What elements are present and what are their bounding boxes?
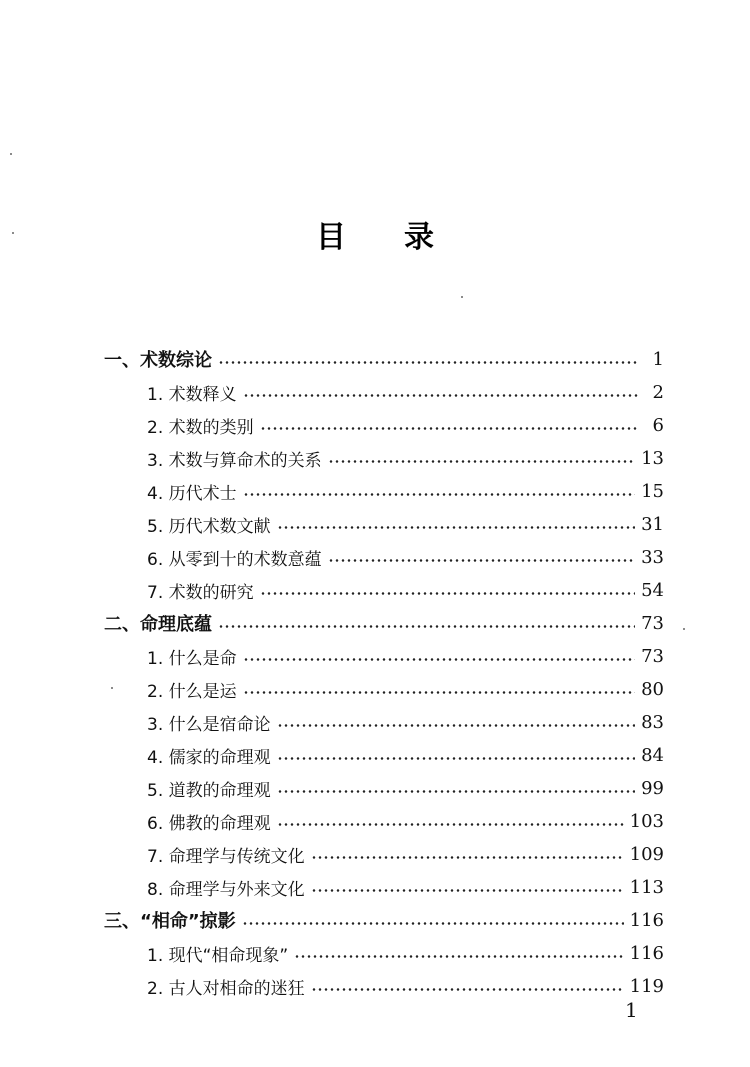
toc-entry-page: 83 — [641, 711, 664, 733]
toc-entry-page: 99 — [641, 777, 664, 799]
toc-entry — [147, 707, 664, 737]
toc-entry-label: 2. 术数的类别 — [147, 417, 254, 438]
toc-entry — [147, 773, 664, 803]
scan-speck — [461, 296, 463, 298]
dot-leader — [311, 839, 624, 869]
dot-leader — [277, 509, 635, 539]
dot-leader — [242, 905, 624, 935]
dot-leader — [218, 344, 638, 374]
dot-leader — [243, 641, 635, 671]
toc-entry-page: 116 — [629, 909, 664, 931]
dot-leader — [243, 377, 638, 407]
toc-entry — [147, 476, 664, 506]
toc-entry-label: 2. 什么是运 — [147, 681, 237, 702]
toc-entry-label: 4. 儒家的命理观 — [147, 747, 271, 768]
toc-entry-page: 54 — [641, 579, 664, 601]
toc-entry — [147, 740, 664, 770]
scan-speck — [10, 153, 12, 155]
scan-speck — [111, 687, 113, 689]
toc-entry-page: 116 — [629, 942, 664, 964]
page-title: 目录 — [316, 220, 492, 255]
toc-entry-page: 103 — [629, 810, 664, 832]
toc-entry-page: 80 — [641, 678, 664, 700]
dot-leader — [260, 575, 635, 605]
toc-entry-label: 二、命理底蕴 — [104, 614, 212, 635]
toc-entry-label: 3. 什么是宿命论 — [147, 714, 271, 735]
dot-leader — [328, 443, 635, 473]
toc-entry — [147, 806, 664, 836]
toc-entry — [147, 542, 664, 572]
toc-entry-page: 73 — [641, 612, 664, 634]
dot-leader — [277, 773, 635, 803]
toc-entry — [147, 971, 664, 1001]
toc-entry-page: 33 — [641, 546, 664, 568]
toc-entry-page: 15 — [641, 480, 664, 502]
dot-leader — [294, 938, 623, 968]
toc-entry — [147, 872, 664, 902]
toc-entry — [147, 443, 664, 473]
scan-speck — [683, 628, 685, 630]
toc-entry — [147, 377, 664, 407]
dot-leader — [243, 674, 635, 704]
toc-entry-page: 119 — [629, 975, 664, 997]
dot-leader — [311, 971, 624, 1001]
toc-entry — [104, 608, 664, 638]
toc-entry-label: 1. 什么是命 — [147, 648, 237, 669]
toc-entry-page: 13 — [641, 447, 664, 469]
toc-entry-label: 3. 术数与算命术的关系 — [147, 450, 322, 471]
dot-leader — [260, 410, 638, 440]
toc-entry-label: 一、术数综论 — [104, 350, 212, 371]
toc-entry — [147, 839, 664, 869]
toc-entry-page: 31 — [641, 513, 664, 535]
toc-entry — [147, 509, 664, 539]
toc-entry-page: 109 — [629, 843, 664, 865]
toc-entry-label: 5. 道教的命理观 — [147, 780, 271, 801]
toc-entry-page: 6 — [652, 414, 664, 436]
toc-entry-page: 1 — [652, 348, 664, 370]
toc-entry — [147, 410, 664, 440]
toc-entry-label: 2. 古人对相命的迷狂 — [147, 978, 305, 999]
toc-entry-label: 6. 佛教的命理观 — [147, 813, 271, 834]
toc-entry-page: 113 — [629, 876, 664, 898]
scan-speck — [12, 232, 14, 234]
toc-entry — [147, 575, 664, 605]
toc-entry — [147, 938, 664, 968]
dot-leader — [243, 476, 635, 506]
toc-entry-label: 1. 术数释义 — [147, 384, 237, 405]
toc-entry-label: 6. 从零到十的术数意蕴 — [147, 549, 322, 570]
toc-entry — [147, 674, 664, 704]
dot-leader — [311, 872, 624, 902]
toc-entry-label: 三、“相命”掠影 — [104, 911, 236, 932]
dot-leader — [218, 608, 635, 638]
toc-entry-label: 4. 历代术士 — [147, 483, 237, 504]
toc-entry-page: 84 — [641, 744, 664, 766]
toc-entry — [104, 344, 664, 374]
page-number: 1 — [625, 998, 638, 1022]
toc-entry-label: 7. 命理学与传统文化 — [147, 846, 305, 867]
toc-entry-page: 2 — [652, 381, 664, 403]
toc-entry-label: 5. 历代术数文献 — [147, 516, 271, 537]
toc-entry — [147, 641, 664, 671]
dot-leader — [277, 806, 624, 836]
toc-entry-label: 1. 现代“相命现象” — [147, 945, 289, 966]
dot-leader — [277, 740, 635, 770]
toc-entry-page: 73 — [641, 645, 664, 667]
dot-leader — [277, 707, 635, 737]
dot-leader — [328, 542, 635, 572]
toc-entry — [104, 905, 664, 935]
toc-entry-label: 7. 术数的研究 — [147, 582, 254, 603]
toc-entry-label: 8. 命理学与外来文化 — [147, 879, 305, 900]
